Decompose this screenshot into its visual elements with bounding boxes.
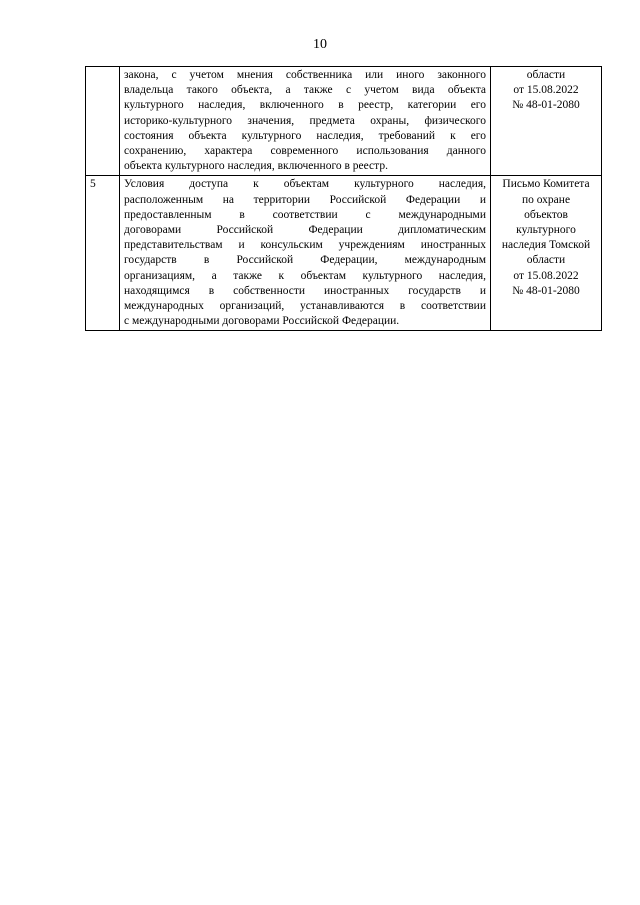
document-table bbox=[85, 66, 602, 331]
row-number-cell: 5 bbox=[86, 176, 120, 331]
text-line: владельца такого объекта, а также с учетом вида объекта bbox=[124, 84, 486, 97]
source-line: по охране bbox=[521, 193, 571, 206]
source-line: объектов bbox=[524, 208, 568, 221]
row-number-cell bbox=[86, 67, 120, 176]
text-line: Условия доступа к объектам культурного наследия, bbox=[124, 178, 486, 191]
text-line: договорами Российской Федерации дипломатическим bbox=[124, 224, 486, 237]
source-line: области bbox=[526, 254, 566, 267]
text-line: государств в Российской Федерации, международным bbox=[124, 254, 486, 267]
text-line: организациям, а также к объектам культурного наследия, bbox=[124, 269, 486, 282]
table-row bbox=[86, 176, 602, 331]
source-line: Письмо Комитета bbox=[502, 178, 590, 191]
text-line: предоставленным в соответствии с международными bbox=[124, 208, 486, 221]
source-line: № 48-01-2080 bbox=[512, 284, 580, 297]
source-line: № 48-01-2080 bbox=[512, 99, 580, 112]
source-line: области bbox=[526, 69, 566, 81]
text-line: с международными договорами Российской Федерации. bbox=[124, 315, 400, 328]
source-line: культурного bbox=[516, 224, 576, 237]
source-line: от 15.08.2022 bbox=[513, 269, 579, 282]
source-line: от 15.08.2022 bbox=[513, 84, 579, 97]
text-line: находящимся в собственности иностранных государств и bbox=[124, 284, 486, 297]
requirement-text-cell bbox=[120, 67, 491, 176]
page-number: 10 bbox=[313, 37, 327, 52]
text-line: объекта культурного наследия, включенного в реестр. bbox=[124, 160, 388, 173]
text-line: историко-культурного значения, предмета охраны, физического bbox=[124, 114, 486, 127]
text-line: сохранению, характера современного использования данного bbox=[124, 145, 486, 158]
text-line: культурного наследия, включенного в реестр, категории его bbox=[124, 99, 486, 112]
source-cell bbox=[491, 176, 602, 331]
text-line: закона, с учетом мнения собственника или иного законного bbox=[124, 69, 486, 81]
text-line: расположенным на территории Российской Федерации и bbox=[124, 193, 486, 206]
source-line: наследия Томской bbox=[501, 239, 591, 252]
source-cell bbox=[491, 67, 602, 176]
table-row bbox=[86, 67, 602, 176]
requirement-text-cell bbox=[120, 176, 491, 331]
text-line: международных организаций, устанавливаются в соответствии bbox=[124, 300, 486, 313]
text-line: представительствам и консульским учреждениям иностранных bbox=[124, 239, 486, 252]
text-line: состояния объекта культурного наследия, требований к его bbox=[124, 129, 486, 142]
